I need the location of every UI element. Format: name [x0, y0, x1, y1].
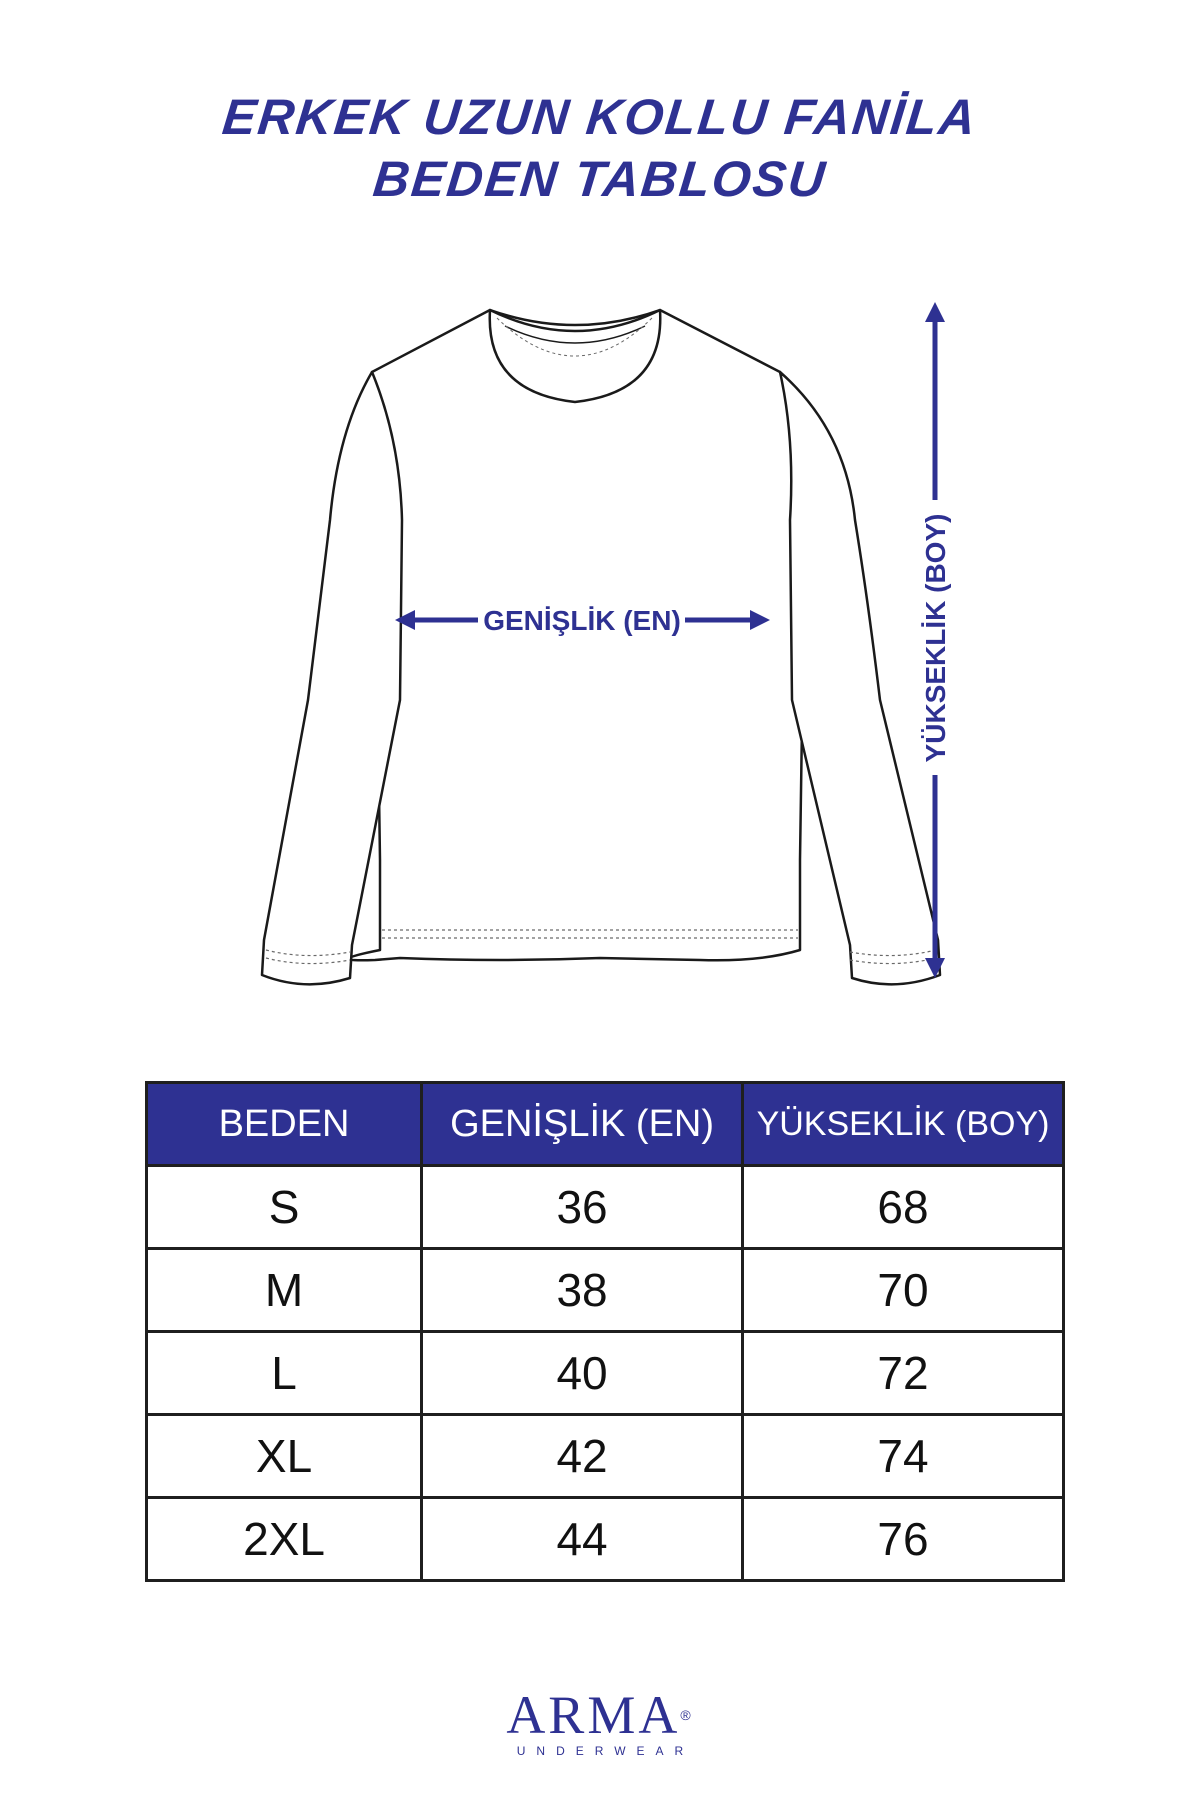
size-cell: L [147, 1332, 422, 1415]
table-row [147, 1332, 1064, 1415]
garment-measurement-diagram [240, 250, 960, 1050]
header-width: GENİŞLİK (EN) [422, 1083, 743, 1166]
table-row [147, 1415, 1064, 1498]
table-row [147, 1166, 1064, 1249]
height-cell: 68 [743, 1166, 1064, 1249]
size-table [145, 1081, 1065, 1582]
width-cell: 42 [422, 1415, 743, 1498]
brand-name-text: ARMA [506, 1685, 681, 1745]
table-row [147, 1249, 1064, 1332]
width-label: GENİŞLİK (EN) [483, 605, 681, 636]
brand-name [506, 1685, 694, 1745]
page-title-line-2: BEDEN TABLOSU [370, 151, 830, 207]
width-cell: 44 [422, 1498, 743, 1581]
size-table-header [147, 1083, 1064, 1166]
page-title-line-1: ERKEK UZUN KOLLU FANİLA [219, 89, 981, 145]
registered-mark: ® [680, 1707, 694, 1723]
shirt-outline [262, 310, 940, 984]
height-label: YÜKSEKLİK (BOY) [920, 513, 951, 763]
width-cell: 40 [422, 1332, 743, 1415]
brand-tagline: UNDERWEAR [516, 1744, 695, 1758]
header-height: YÜKSEKLİK (BOY) [743, 1083, 1064, 1166]
header-size: BEDEN [147, 1083, 422, 1166]
brand-logo [0, 1685, 1200, 1758]
size-cell: XL [147, 1415, 422, 1498]
height-cell: 72 [743, 1332, 1064, 1415]
size-cell: 2XL [147, 1498, 422, 1581]
table-row [147, 1498, 1064, 1581]
height-measurement [920, 312, 951, 968]
height-cell: 76 [743, 1498, 1064, 1581]
height-cell: 74 [743, 1415, 1064, 1498]
size-cell: M [147, 1249, 422, 1332]
size-cell: S [147, 1166, 422, 1249]
width-cell: 38 [422, 1249, 743, 1332]
height-cell: 70 [743, 1249, 1064, 1332]
width-cell: 36 [422, 1166, 743, 1249]
